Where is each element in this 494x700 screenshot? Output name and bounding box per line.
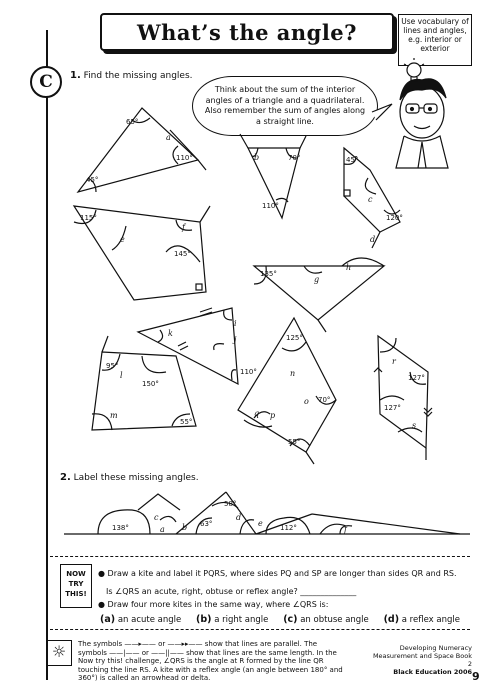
q2-f-label: f: [344, 525, 347, 534]
option-c: (c) an obtuse angle: [283, 614, 369, 625]
t7-tm-label: 150°: [142, 380, 159, 388]
t6-i-label: i: [234, 319, 237, 328]
footer-book: Developing Numeracy Measurement and Space Book 2: [372, 644, 472, 668]
page-number: 9: [472, 670, 480, 683]
t3-right-label: 120°: [386, 214, 403, 222]
now-try-bullet-2-text: Draw four more kites in the same way, where ∠QRS is:: [107, 600, 329, 609]
q2-112-label: 112°: [280, 524, 297, 532]
now-try-bullet-2: ● Draw four more kites in the same way, where ∠QRS is:: [98, 600, 329, 609]
t6-j-label: j: [234, 335, 237, 344]
cartoon-person-icon: [396, 58, 448, 168]
lightbulb-icon: ☼: [46, 640, 72, 666]
t9-mid-label: 127°: [384, 404, 401, 412]
t1-a-label: a: [166, 133, 171, 142]
q2-e-label: e: [258, 519, 263, 528]
q2-58-label: 58°: [224, 500, 237, 508]
page-title: What’s the angle?: [137, 19, 357, 45]
q2-a-label: a: [160, 525, 165, 534]
now-try-bullet-1: ● Draw a kite and label it PQRS, where sides PQ and SP are longer than sides QR and RS.: [98, 569, 457, 578]
t3-c-label: c: [368, 195, 373, 204]
footer-book-info: [372, 644, 472, 676]
section-badge: C: [30, 66, 62, 98]
now-try-question: Is ∠QRS an acute, right, obtuse or reflex angle? ______________: [106, 587, 357, 596]
q2-138-label: 138°: [112, 524, 129, 532]
t2-top-label: 70°: [288, 154, 301, 162]
question-2-prompt: Label these missing angles.: [73, 473, 199, 483]
t8-p-label: p: [270, 411, 276, 420]
q2-b-label: b: [182, 523, 188, 532]
now-try-bullet-1-text: Draw a kite and label it PQRS, where sides PQ and SP are longer than sides QR and RS.: [107, 569, 457, 578]
t4-f-label: f: [182, 223, 185, 232]
t2-bottom-label: 110°: [262, 202, 279, 210]
now-try-options: [100, 614, 460, 625]
footer-note: The symbols ——▸—— or ——▸▸—— show that lines are parallel. The symbols ——|—— or ——||—— show that lines are the same length. In the Now try this! challenge, ∠QRS is the angle at R formed by the line QR touching the line RS. A kite with a reflex angle (an angle between 180° and 360°) is called an arrowhead or delta.: [78, 640, 343, 682]
t4-e-label: e: [120, 235, 125, 244]
vocab-note: Use vocabulary of lines and angles, e.g. interior or exterior: [398, 14, 472, 66]
q2-63-label: 63°: [200, 520, 213, 528]
t5-h-label: h: [346, 263, 352, 272]
t1-left-label: 45°: [86, 176, 99, 184]
bubble-tail: [372, 104, 392, 120]
t6-k-label: k: [168, 329, 173, 338]
t8-top-label: 125°: [286, 334, 303, 342]
hint-bubble: Think about the sum of the interior angles of a triangle and a quadrilateral. Also remember the sum of angles along a straight line.: [192, 76, 378, 136]
t1-top-label: 65°: [126, 118, 139, 126]
q2-d-label: d: [236, 513, 242, 522]
question-1-number: 1.: [70, 70, 81, 81]
option-a: (a) an acute angle: [100, 614, 182, 625]
q2-c-label: c: [154, 513, 159, 522]
question-2: [60, 472, 199, 483]
t3-top-label: 45°: [346, 156, 359, 164]
now-try-question-text: Is ∠QRS an acute, right, obtuse or reflex angle?: [106, 587, 298, 596]
t9-s-label: s: [412, 421, 417, 430]
option-d: (d) a reflex angle: [383, 614, 460, 625]
question-2-number: 2.: [60, 472, 71, 483]
t8-right-label: 70°: [318, 396, 331, 404]
t8-bottom-label: 55°: [288, 438, 301, 446]
t7-br-label: 55°: [180, 418, 193, 426]
t7-l-label: l: [120, 371, 123, 380]
t7-m-label: m: [110, 411, 118, 420]
t8-q-label: q: [254, 409, 260, 418]
t7-tl-label: 95°: [106, 362, 119, 370]
t2-b-label: b: [254, 153, 260, 162]
now-try-badge: NOW TRY THIS!: [60, 564, 92, 608]
question-1-prompt: Find the missing angles.: [83, 71, 193, 81]
t8-n-label: n: [290, 369, 296, 378]
t9-r-label: r: [392, 357, 396, 366]
footer-publisher: Black Education 2006: [393, 668, 472, 676]
t4-left-label: 115°: [80, 214, 97, 222]
t9-top-label: 127°: [408, 374, 425, 382]
t8-o-label: o: [304, 397, 309, 406]
t5-g-label: g: [314, 275, 320, 284]
t1-right-label: 110°: [176, 154, 193, 162]
option-b: (b) a right angle: [196, 614, 269, 625]
t6-bottom-label: 110°: [240, 368, 257, 376]
t3-d-label: d: [370, 235, 376, 244]
t4-right-label: 145°: [174, 250, 191, 258]
t5-left-label: 135°: [260, 270, 277, 278]
